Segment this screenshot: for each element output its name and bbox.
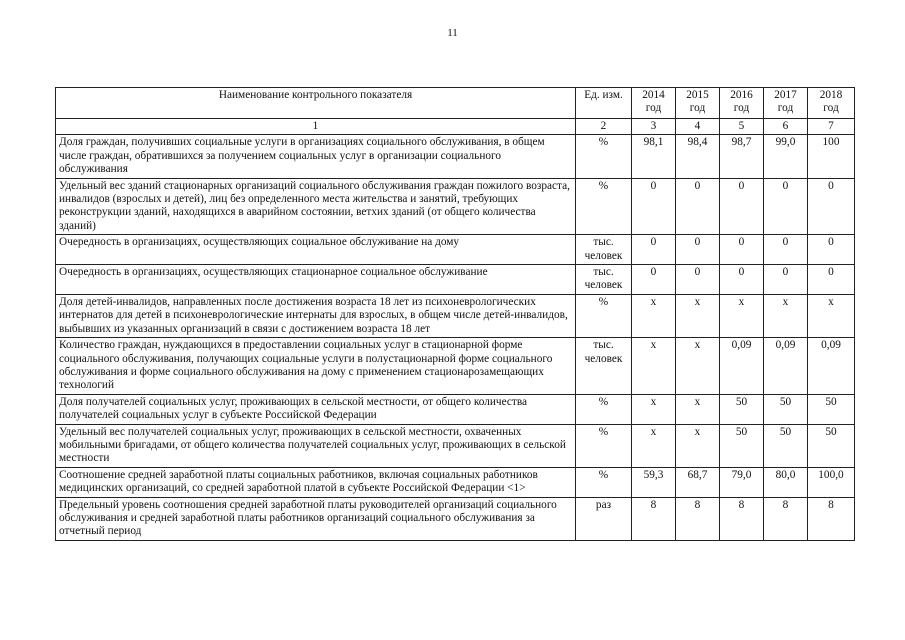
indicator-value: 100 bbox=[808, 135, 855, 178]
indicator-value: 0 bbox=[676, 235, 720, 265]
indicator-value: x bbox=[764, 294, 808, 337]
indicators-table bbox=[55, 87, 855, 541]
indicator-value: 8 bbox=[720, 497, 764, 540]
table-row bbox=[56, 338, 855, 395]
indicator-value: 100,0 bbox=[808, 467, 855, 497]
table-row bbox=[56, 497, 855, 540]
indicator-value: x bbox=[632, 424, 676, 467]
indicator-value: 8 bbox=[808, 497, 855, 540]
indicator-unit: раз bbox=[576, 497, 632, 540]
table-row bbox=[56, 424, 855, 467]
indicator-value: 50 bbox=[764, 394, 808, 424]
header-year: 2014 год bbox=[632, 88, 676, 119]
indicator-value: 0 bbox=[632, 178, 676, 235]
indicator-unit: тыс. человек bbox=[576, 235, 632, 265]
indicator-value: 98,7 bbox=[720, 135, 764, 178]
table-row bbox=[56, 394, 855, 424]
indicator-unit: % bbox=[576, 394, 632, 424]
indicator-value: 0 bbox=[808, 235, 855, 265]
column-number-row bbox=[56, 119, 855, 135]
indicator-name: Предельный уровень соотношения средней заработной платы руководителей организаций социального обслуживания и средней заработной платы работников организаций социального обслуживания за отчетный период bbox=[56, 497, 576, 540]
header-year: 2018 год bbox=[808, 88, 855, 119]
column-number: 7 bbox=[808, 119, 855, 135]
indicator-unit: % bbox=[576, 294, 632, 337]
header-year: 2015 год bbox=[676, 88, 720, 119]
indicator-value: 0 bbox=[720, 235, 764, 265]
column-number: 5 bbox=[720, 119, 764, 135]
indicator-name: Доля детей-инвалидов, направленных после достижения возраста 18 лет из психоневрологических интернатов для детей в психоневрологические интернаты для взрослых, в общем числе детей-инвалидов, выбывших из указанных организаций в связи с достижением возраста 18 лет bbox=[56, 294, 576, 337]
indicator-value: x bbox=[632, 394, 676, 424]
indicator-value: 50 bbox=[720, 394, 764, 424]
header-unit: Ед. изм. bbox=[576, 88, 632, 119]
header-year: 2017 год bbox=[764, 88, 808, 119]
indicator-value: 50 bbox=[808, 424, 855, 467]
indicator-value: 0 bbox=[720, 265, 764, 295]
column-number: 6 bbox=[764, 119, 808, 135]
indicator-value: 99,0 bbox=[764, 135, 808, 178]
indicator-value: 0,09 bbox=[720, 338, 764, 395]
indicator-value: x bbox=[676, 294, 720, 337]
table-row bbox=[56, 265, 855, 295]
table-header-row bbox=[56, 88, 855, 119]
indicator-value: 98,4 bbox=[676, 135, 720, 178]
table-row bbox=[56, 294, 855, 337]
indicator-value: 0 bbox=[632, 265, 676, 295]
indicator-value: 79,0 bbox=[720, 467, 764, 497]
indicator-value: 8 bbox=[764, 497, 808, 540]
indicator-unit: тыс. человек bbox=[576, 265, 632, 295]
header-year: 2016 год bbox=[720, 88, 764, 119]
indicator-value: 0 bbox=[676, 265, 720, 295]
indicator-value: 0 bbox=[808, 265, 855, 295]
indicator-value: 0 bbox=[808, 178, 855, 235]
table-row bbox=[56, 135, 855, 178]
indicator-unit: % bbox=[576, 467, 632, 497]
indicator-value: 8 bbox=[676, 497, 720, 540]
indicator-name: Очередность в организациях, осуществляющих стационарное социальное обслуживание bbox=[56, 265, 576, 295]
column-number: 1 bbox=[56, 119, 576, 135]
column-number: 3 bbox=[632, 119, 676, 135]
column-number: 2 bbox=[576, 119, 632, 135]
indicator-value: x bbox=[808, 294, 855, 337]
indicator-value: x bbox=[720, 294, 764, 337]
indicator-value: 68,7 bbox=[676, 467, 720, 497]
indicator-value: 50 bbox=[764, 424, 808, 467]
indicator-name: Доля граждан, получивших социальные услуги в организациях социального обслуживания, в общем числе граждан, обратившихся за получением социальных услуг в организации социального обслуживания bbox=[56, 135, 576, 178]
table-row bbox=[56, 235, 855, 265]
indicator-value: 50 bbox=[720, 424, 764, 467]
indicator-value: 0 bbox=[632, 235, 676, 265]
indicator-value: x bbox=[632, 294, 676, 337]
page-number: 11 bbox=[447, 27, 458, 39]
indicator-name: Количество граждан, нуждающихся в предоставлении социальных услуг в стационарной форме социального обслуживания, получающих социальные услуги в полустационарной форме социального обслуживания и форме социального обслуживания на дому с применением стационарозамещающих технологий bbox=[56, 338, 576, 395]
indicator-value: x bbox=[676, 338, 720, 395]
indicator-value: 0 bbox=[676, 178, 720, 235]
indicator-value: 50 bbox=[808, 394, 855, 424]
indicator-value: 98,1 bbox=[632, 135, 676, 178]
table-body bbox=[56, 135, 855, 540]
indicator-name: Соотношение средней заработной платы социальных работников, включая социальных работников медицинских организаций, со средней заработной платой в субъекте Российской Федерации <1> bbox=[56, 467, 576, 497]
indicator-value: 0,09 bbox=[764, 338, 808, 395]
indicator-value: x bbox=[676, 394, 720, 424]
indicator-value: 59,3 bbox=[632, 467, 676, 497]
indicator-value: 0 bbox=[764, 178, 808, 235]
indicator-value: 0,09 bbox=[808, 338, 855, 395]
header-indicator-name: Наименование контрольного показателя bbox=[56, 88, 576, 119]
indicator-unit: % bbox=[576, 178, 632, 235]
indicator-value: 8 bbox=[632, 497, 676, 540]
indicator-value: 0 bbox=[764, 235, 808, 265]
indicator-name: Удельный вес получателей социальных услуг, проживающих в сельской местности, охваченных мобильными бригадами, от общего количества получателей социальных услуг, проживающих в сельской местности bbox=[56, 424, 576, 467]
column-number: 4 bbox=[676, 119, 720, 135]
indicator-value: 0 bbox=[764, 265, 808, 295]
indicator-unit: % bbox=[576, 135, 632, 178]
table-row bbox=[56, 467, 855, 497]
indicator-value: 0 bbox=[720, 178, 764, 235]
indicator-value: 80,0 bbox=[764, 467, 808, 497]
table-row bbox=[56, 178, 855, 235]
indicator-unit: % bbox=[576, 424, 632, 467]
indicator-name: Доля получателей социальных услуг, проживающих в сельской местности, от общего количества получателей социальных услуг в субъекте Российской Федерации bbox=[56, 394, 576, 424]
indicator-unit: тыс. человек bbox=[576, 338, 632, 395]
indicator-name: Очередность в организациях, осуществляющих социальное обслуживание на дому bbox=[56, 235, 576, 265]
indicator-name: Удельный вес зданий стационарных организаций социального обслуживания граждан пожилого возраста, инвалидов (взрослых и детей), лиц без определенного места жительства и занятий, требующих реконструкции зданий, находящихся в аварийном состоянии, ветхих зданий (от общего количества зданий) bbox=[56, 178, 576, 235]
indicator-value: x bbox=[676, 424, 720, 467]
indicator-value: x bbox=[632, 338, 676, 395]
